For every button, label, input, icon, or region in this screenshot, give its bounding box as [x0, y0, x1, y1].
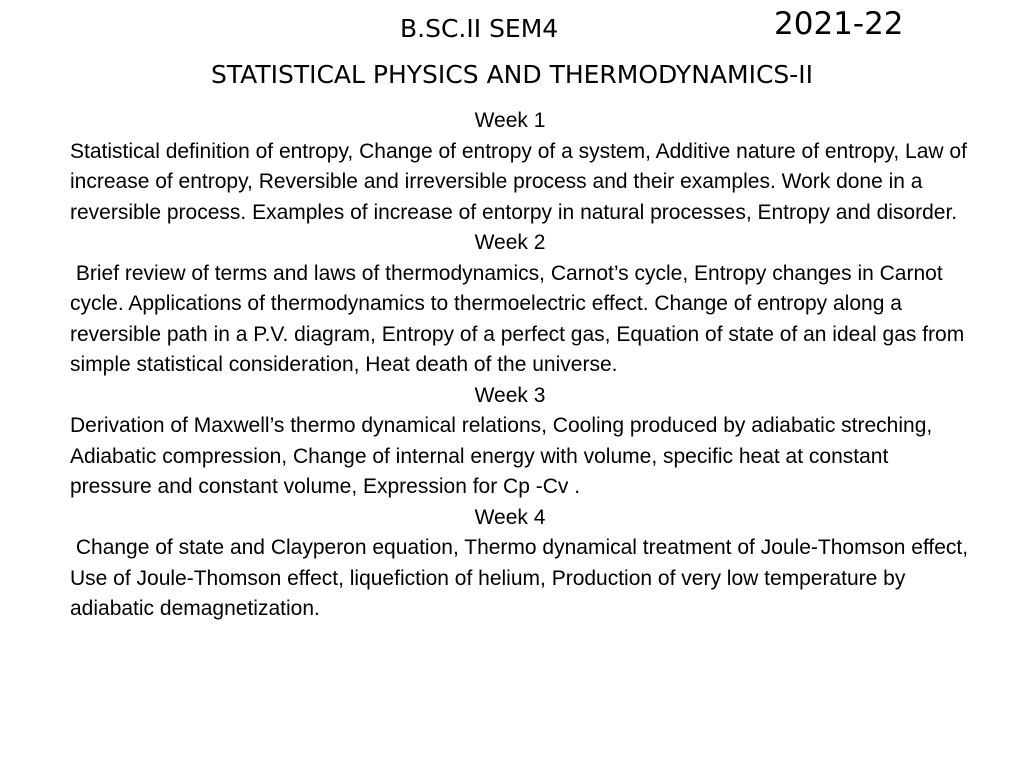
week-heading: Week 1: [474, 109, 546, 132]
week-block-4: [70, 503, 974, 625]
week-topics: Brief review of terms and laws of thermodynamics, Carnot’s cycle, Entropy changes in Carnot cycle. Applications of thermodynamics to thermoelectric effect. Change of entropy along a reversible path in a P.V. diagram, Entropy of a perfect gas, Equation of state of an ideal gas from simple statistical consideration, Heat death of the universe.: [70, 261, 971, 376]
week-heading: Week 3: [474, 383, 546, 407]
course-code: B.SC.II SEM4: [400, 14, 559, 43]
syllabus-body: [70, 106, 974, 625]
week-topics: Change of state and Clayperon equation, Thermo dynamical treatment of Joule-Thomson effect, Use of Joule-Thomson effect, liquefiction of helium, Production of very low temperature by adiabatic demagnetization.: [70, 536, 974, 620]
week-heading: Week 4: [474, 505, 546, 529]
week-heading: Week 2: [474, 231, 546, 254]
page-title: STATISTICAL PHYSICS AND THERMODYNAMICS-II: [210, 60, 814, 89]
week-topics: Statistical definition of entropy, Change of entropy of a system, Additive nature of entropy, Law of increase of entropy, Reversible and irreversible process and their examples. Work done in a reversible process. Examples of increase of entorpy in natural processes, Entropy and disorder.: [70, 139, 973, 224]
week-block-3: [70, 381, 970, 503]
slide-header: [0, 0, 1024, 100]
week-block-1: [70, 106, 973, 228]
week-block-2: [70, 228, 970, 381]
week-topics: Derivation of Maxwell’s thermo dynamical relations, Cooling produced by adiabatic streching, Adiabatic compression, Change of internal energy with volume, specific heat at constant pressure and constant volume, Expression for Cp -Cv .: [70, 414, 937, 498]
academic-year: 2021-22: [774, 6, 904, 42]
